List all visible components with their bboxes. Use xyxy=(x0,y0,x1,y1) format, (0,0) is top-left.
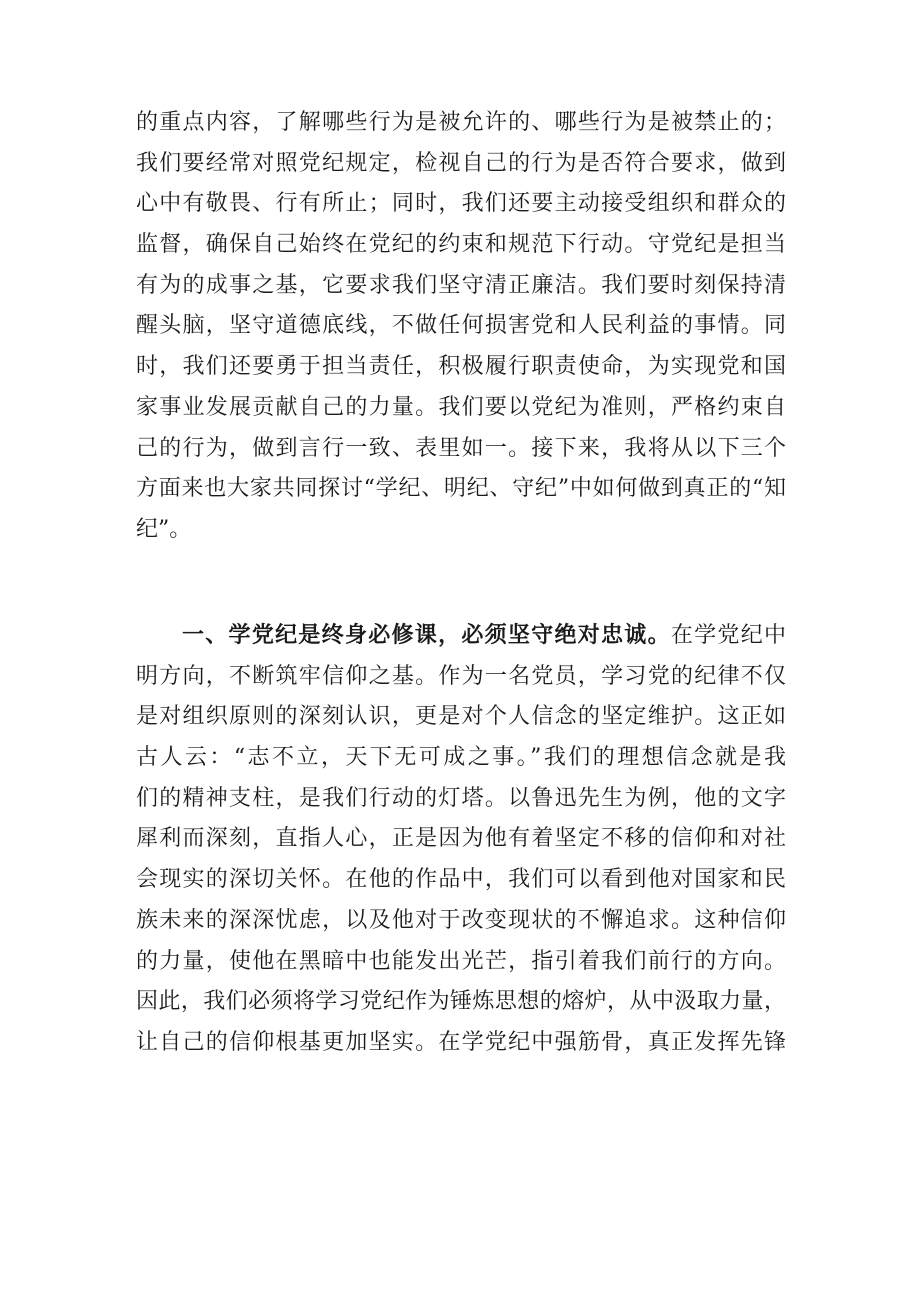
text-line: 会现实的深切关怀。在他的作品中，我们可以看到他对国家和民 xyxy=(136,867,786,893)
text-line: 纪”。 xyxy=(136,516,192,542)
text-line: 古人云：“志不立，天下无可成之事。”我们的理想信念就是我 xyxy=(136,745,786,771)
heading-line-text: 在学党纪中 xyxy=(670,623,786,648)
text-line: 因此，我们必须将学习党纪作为锤炼思想的熔炉，从中汲取力量， xyxy=(136,989,786,1015)
text-line: 犀利而深刻，直指人心，正是因为他有着坚定不移的信仰和对社 xyxy=(136,826,786,852)
paragraph-first-line xyxy=(136,616,786,657)
text-line: 的重点内容，了解哪些行为是被允许的、哪些行为是被禁止的； xyxy=(136,110,786,135)
text-line: 有为的成事之基，它要求我们坚守清正廉洁。我们要时刻保持清 xyxy=(136,272,786,298)
text-line: 是对组织原则的深刻认识，更是对个人信念的坚定维护。这正如 xyxy=(136,704,786,730)
section-heading: 一、学党纪是终身必修课，必须坚守绝对忠诚。 xyxy=(182,623,671,648)
text-line: 心中有敬畏、行有所止；同时，我们还要主动接受组织和群众的 xyxy=(136,191,786,217)
text-line: 们的精神支柱，是我们行动的灯塔。以鲁迅先生为例，他的文字 xyxy=(136,785,786,811)
text-line: 监督，确保自己始终在党纪的约束和规范下行动。守党纪是担当 xyxy=(136,232,786,258)
text-line: 我们要经常对照党纪规定，检视自己的行为是否符合要求，做到 xyxy=(136,150,786,176)
text-line: 醒头脑，坚守道德底线，不做任何损害党和人民利益的事情。同 xyxy=(136,313,786,339)
text-line: 的力量，使他在黑暗中也能发出光芒，指引着我们前行的方向。 xyxy=(136,948,786,974)
text-line: 时，我们还要勇于担当责任，积极履行职责使命，为实现党和国 xyxy=(136,354,786,380)
text-line: 明方向，不断筑牢信仰之基。作为一名党员，学习党的纪律不仅 xyxy=(136,663,786,689)
paragraph-2 xyxy=(136,616,786,1064)
text-line: 让自己的信仰根基更加坚实。在学党纪中强筋骨，真正发挥先锋 xyxy=(136,1029,786,1055)
text-line: 己的行为，做到言行一致、表里如一。接下来，我将从以下三个 xyxy=(136,435,786,461)
paragraph-1 xyxy=(136,103,786,551)
text-line: 方面来也大家共同探讨“学纪、明纪、守纪”中如何做到真正的“知 xyxy=(136,476,786,502)
text-line: 家事业发展贡献自己的力量。我们要以党纪为准则，严格约束自 xyxy=(136,394,786,420)
text-line: 族未来的深深忧虑，以及他对于改变现状的不懈追求。这种信仰 xyxy=(136,907,786,933)
